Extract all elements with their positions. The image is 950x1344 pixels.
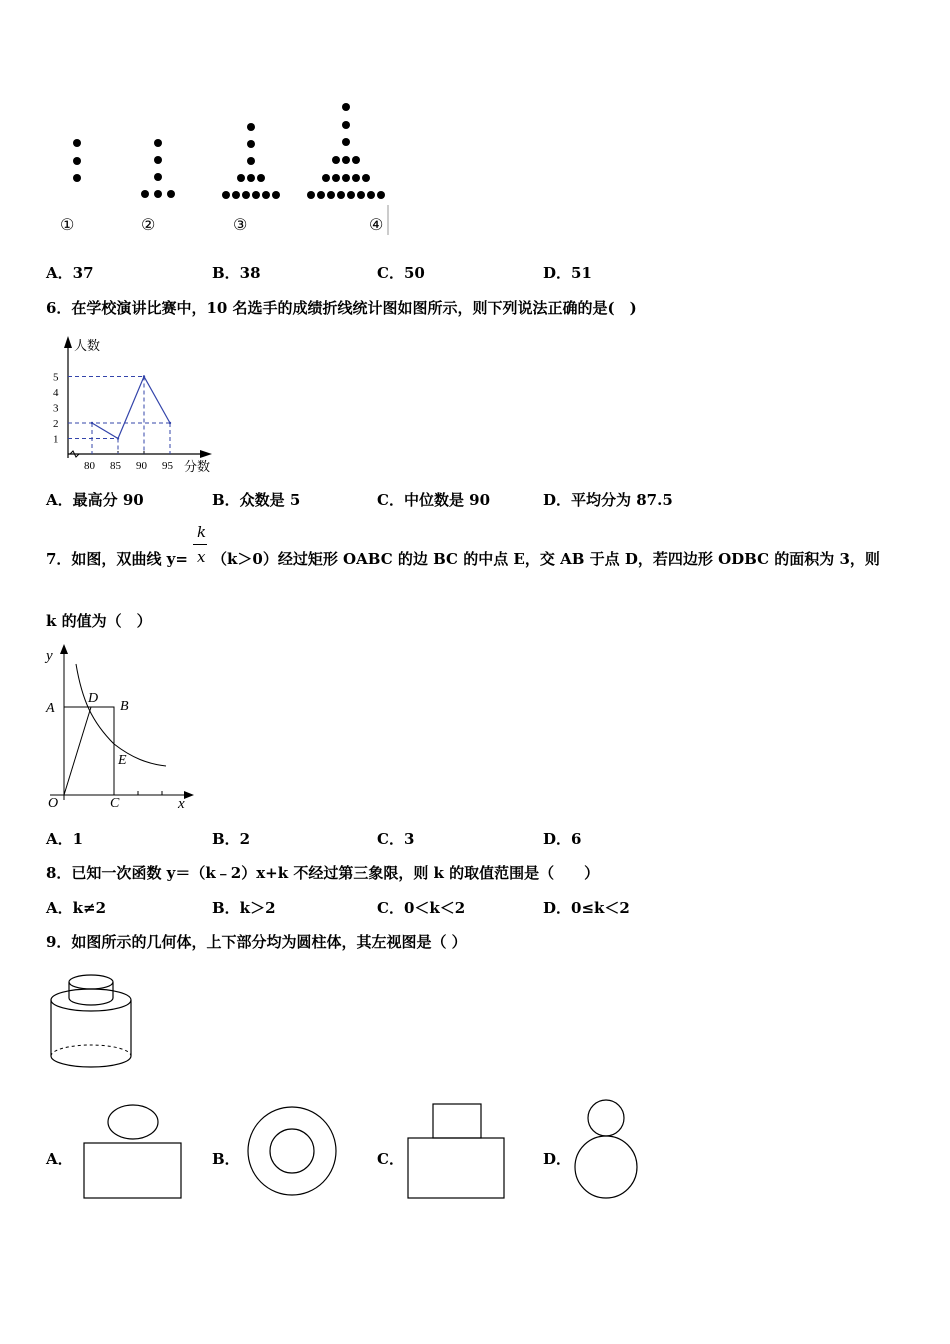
q6-data-point xyxy=(91,422,93,424)
q6-x-tick-label: 85 xyxy=(110,460,121,472)
q6-series-line xyxy=(92,377,170,439)
q5-figure-label-3: ③ xyxy=(233,217,248,234)
q9-option-c[interactable]: C． xyxy=(377,1150,404,1168)
q7-option-a[interactable]: A．1 xyxy=(46,830,84,848)
q8-option-d[interactable]: D．0≤k＜2 xyxy=(543,899,630,917)
q7-rectangle-oabc xyxy=(64,707,114,795)
q6-y-tick-label: 4 xyxy=(53,387,59,399)
q6-x-tick-label: 95 xyxy=(162,460,173,472)
q6-option-a[interactable]: A．最高分 90 xyxy=(46,491,144,509)
q6-option-b[interactable]: B．众数是 5 xyxy=(212,491,301,509)
q9-option-d[interactable]: D． xyxy=(543,1150,572,1168)
q7-segment-od xyxy=(64,707,91,795)
q6-x-tick-label: 80 xyxy=(84,460,95,472)
svg-text:A: A xyxy=(46,701,55,716)
svg-text:x: x xyxy=(178,796,185,812)
q7-stem-line2: k 的值为（ ） xyxy=(46,612,152,630)
q7-stem-rest: （k＞0）经过矩形 OABC 的边 BC 的中点 E，交 AB 于点 D，若四边形 ODBC 的面积为 3，则 xyxy=(212,550,880,568)
q8-stem: 8．已知一次函数 y＝（k﹣2）x+k 不经过第三象限，则 k 的取值范围是（ ） xyxy=(46,864,600,882)
q6-y-label: 人数 xyxy=(74,338,101,353)
q8-option-b[interactable]: B．k＞2 xyxy=(212,899,276,917)
q6-y-axis-arrow xyxy=(64,336,72,348)
q5-option-b[interactable]: B．38 xyxy=(212,264,261,282)
q5-figure-label-4: ④ xyxy=(369,217,384,234)
q6-x-label: 分数 xyxy=(184,459,211,474)
svg-text:B: B xyxy=(120,699,129,714)
q9-stem: 9．如图所示的几何体，上下部分均为圆柱体，其左视图是（ ） xyxy=(46,933,467,951)
q6-y-tick-label: 1 xyxy=(53,433,59,446)
q5-option-a[interactable]: A．37 xyxy=(46,264,94,282)
q6-y-tick-label: 2 xyxy=(53,418,59,430)
q6-stem: 6．在学校演讲比赛中，10 名选手的成绩折线统计图如图所示，则下列说法正确的是( ) xyxy=(46,299,637,317)
q7-stem-start: 7．如图，双曲线 y= xyxy=(46,550,188,568)
q9-option-b-figure[interactable] xyxy=(245,1104,340,1199)
q7-hyperbola-curve xyxy=(76,664,166,766)
q7-hyperbola-figure xyxy=(40,640,200,812)
q9-option-c-figure[interactable] xyxy=(405,1102,507,1202)
q9-option-d-figure[interactable] xyxy=(570,1097,642,1205)
q6-data-point xyxy=(143,375,145,377)
q5-option-d[interactable]: D．51 xyxy=(543,264,592,282)
q6-option-c[interactable]: C．中位数是 90 xyxy=(377,491,491,509)
q7-option-d[interactable]: D．6 xyxy=(543,830,582,848)
svg-text:y: y xyxy=(46,648,53,664)
q9-option-b[interactable]: B． xyxy=(212,1150,240,1168)
q6-y-tick-label: 5 xyxy=(53,371,59,384)
q8-option-a[interactable]: A．k≠2 xyxy=(46,899,107,917)
q6-line-chart xyxy=(40,330,230,480)
q6-data-point xyxy=(169,422,171,424)
q6-x-axis-arrow xyxy=(200,450,212,458)
q7-option-b[interactable]: B．2 xyxy=(212,830,251,848)
q9-option-a-figure[interactable] xyxy=(80,1102,185,1202)
q5-figure-label-2: ② xyxy=(141,217,156,234)
svg-text:E: E xyxy=(118,753,127,768)
q5-dot-pattern-figure xyxy=(40,90,460,250)
q7-option-c[interactable]: C．3 xyxy=(377,830,415,848)
q6-option-d[interactable]: D．平均分为 87.5 xyxy=(543,491,673,509)
q9-solid-figure xyxy=(46,968,136,1074)
svg-text:C: C xyxy=(110,796,120,811)
q6-data-point xyxy=(117,437,119,439)
q5-figure-label-1: ① xyxy=(60,217,75,234)
svg-text:O: O xyxy=(48,796,59,811)
q7-fraction-numerator: k xyxy=(197,523,207,541)
q7-fraction-bar xyxy=(193,544,207,545)
q5-option-c[interactable]: C．50 xyxy=(377,264,425,282)
q6-y-tick-label: 3 xyxy=(53,402,59,415)
q9-option-a[interactable]: A． xyxy=(46,1150,73,1168)
svg-text:D: D xyxy=(88,691,99,706)
q6-x-tick-label: 90 xyxy=(136,460,147,472)
q7-fraction-denominator: x xyxy=(197,548,206,566)
q8-option-c[interactable]: C．0＜k＜2 xyxy=(377,899,466,917)
